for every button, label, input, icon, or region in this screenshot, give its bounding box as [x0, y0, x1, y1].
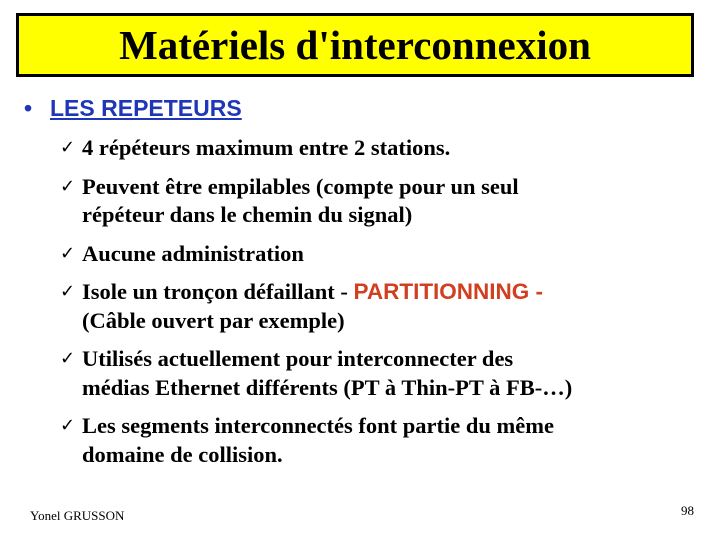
item-text-continued: (Câble ouvert par exemple): [82, 307, 345, 333]
item-text: Utilisés actuellement pour interconnecter des: [82, 346, 514, 371]
item-text: Isole un tronçon défaillant -: [82, 279, 354, 304]
list-item: [60, 134, 710, 163]
list-item: [60, 412, 710, 469]
item-text-continued: répéteur dans le chemin du signal): [82, 202, 413, 227]
page-number: 98: [681, 503, 694, 518]
section-heading-row: [24, 95, 242, 122]
item-text-continued: domaine de collision.: [82, 441, 283, 467]
checkmark-icon: ✓: [60, 137, 76, 158]
item-text: 4 répéteurs maximum entre 2 stations.: [82, 135, 451, 160]
bullet-icon: •: [24, 95, 33, 121]
checkmark-icon: ✓: [60, 175, 76, 197]
checkmark-icon: ✓: [60, 348, 76, 369]
list-item: [60, 345, 710, 402]
list-item: [60, 173, 710, 230]
item-text: Les segments interconnectés font partie du même: [82, 413, 554, 438]
bullet-list: [60, 134, 710, 479]
item-text: Aucune administration: [82, 240, 304, 266]
slide-title-box: [16, 13, 694, 77]
checkmark-icon: ✓: [60, 281, 76, 302]
item-text: Peuvent être empilables (compte pour un seul: [82, 173, 519, 199]
highlight-text: PARTITIONNING -: [353, 279, 544, 304]
list-item: [60, 278, 710, 335]
section-heading: LES REPETEURS: [50, 95, 242, 121]
item-text-continued: médias Ethernet différents (PT à Thin-PT à FB-…): [82, 374, 573, 400]
slide-title: Matériels d'interconnexion: [119, 21, 591, 68]
list-item: [60, 240, 710, 269]
footer-author: Yonel GRUSSON: [30, 508, 125, 523]
checkmark-icon: ✓: [60, 242, 76, 264]
checkmark-icon: ✓: [60, 415, 76, 436]
